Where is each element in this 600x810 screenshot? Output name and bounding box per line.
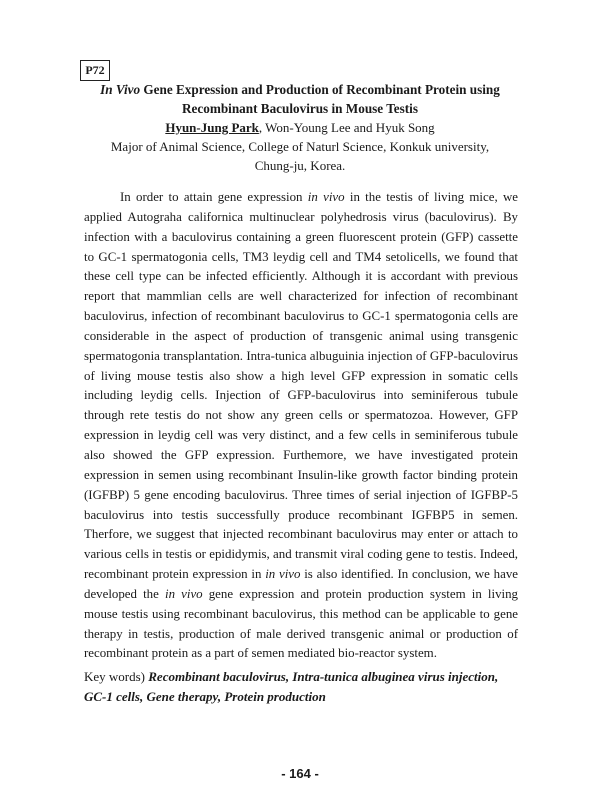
title-italic-term: In Vivo bbox=[100, 82, 141, 97]
author-list bbox=[60, 118, 540, 137]
presenting-author: Hyun-Jung Park bbox=[165, 120, 259, 135]
title-line-1 bbox=[60, 80, 540, 99]
poster-label: P72 bbox=[80, 60, 110, 81]
affiliation bbox=[60, 137, 540, 175]
affiliation-line-2: Chung-ju, Korea. bbox=[254, 158, 346, 173]
keywords-terms: Recombinant baculovirus, Intra-tunica albuginea virus injection, GC-1 cells, Gene therapy, Protein production bbox=[84, 669, 499, 704]
co-authors: , Won-Young Lee and Hyuk Song bbox=[258, 120, 435, 135]
keywords bbox=[84, 667, 518, 706]
abstract-text-4: gene expression and protein production system in living mouse testis using recombinant baculovirus, this method can be applicable to gene therapy in testis, production of male derived transgenic animal or production of recombinant protein as a part of semen mediated bio-reactor system. bbox=[84, 586, 518, 661]
abstract-text-2: in the testis of living mice, we applied Autograha californica multinuclear polyhedrosis virus (baculovirus). By infection with a baculovirus containing a green fluorescent protein (GFP) cassette to GC-1 spermatogonia cells, TM3 leydig cell and TM4 setolicells, we found that these cell type can be infected efficiently. Although it is accordant with previous report that mammlian cells are well characterized for infection of recombinant baculovirus, infection of recombinant baculovirus to GC-1 spermatogonia cells are considerable in the aspect of production of transgenic animal using transgenic spermatogonia transplantation. Intra-tunica albuguinia injection of GFP-baculovirus of living mouse testis also show a high level GFP expression in somatic cells including leydig cells. Injection of GFP-baculovirus into seminiferous tubule through rete testis do not show any green cells or spermatozoa. However, GFP expression in leydig cell was very distinct, and a few cells in seminiferous tubule also showed the GFP expression. Furthemore, we have investigated protein expression in semen using recombinant Insulin-like growth factor binding protein (IGFBP) 5 gene encoding baculovirus. Three times of serial injection of IGFBP-5 baculovirus into testis successfully produce recombinant IGFBP5 in semen. Therfore, we suggest that injected recombinant baculovirus may enter or attach to various cells in testis or epididymis, and transmit viral coding gene to testis. Indeed, recombinant protein expression in bbox=[84, 190, 518, 582]
abstract-italic-3: in vivo bbox=[164, 586, 203, 601]
abstract-body bbox=[84, 188, 518, 664]
paper-title bbox=[60, 80, 540, 118]
abstract-text-1: In order to attain gene expression bbox=[120, 190, 308, 204]
abstract-italic-1: in vivo bbox=[307, 190, 345, 204]
keywords-prefix: Key words) bbox=[84, 669, 149, 684]
title-line-1-text: Gene Expression and Production of Recombinant Protein using bbox=[140, 82, 500, 97]
title-line-2: Recombinant Baculovirus in Mouse Testis bbox=[182, 101, 418, 116]
affiliation-line-1: Major of Animal Science, College of Naturl Science, Konkuk university, bbox=[110, 139, 490, 154]
abstract-italic-2: in vivo bbox=[265, 567, 301, 582]
abstract-text-3: is also identified. In conclusion, we have developed the bbox=[84, 567, 518, 601]
page-number: - 164 - bbox=[281, 766, 319, 781]
